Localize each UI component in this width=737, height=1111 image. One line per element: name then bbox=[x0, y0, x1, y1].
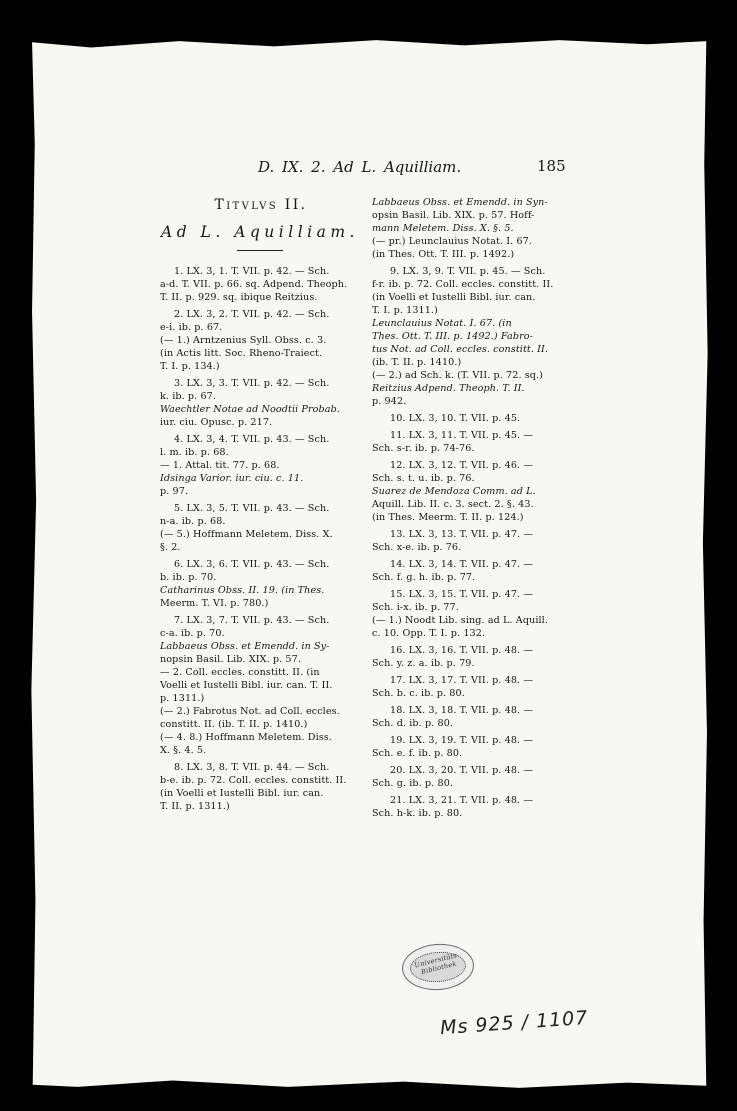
entry-line: 11. LX. 3, 11. T. VII. p. 45. — bbox=[390, 430, 534, 441]
entry-line: (— pr.) Leunclauius Notat. I. 67. bbox=[372, 236, 533, 247]
entry-line: mann Meletem. Diss. X. §. 5. bbox=[372, 223, 514, 234]
catalog-entry bbox=[160, 377, 360, 429]
section-subtitle: Ad L. Aquilliam. bbox=[161, 223, 359, 241]
entry-line: Labbaeus Obss. et Emendd. in Sy- bbox=[160, 641, 330, 652]
entry-line: (— 5.) Hoffmann Meletem. Diss. X. bbox=[160, 529, 333, 540]
entry-line: — 1. Attal. tit. 77. p. 68. bbox=[160, 460, 280, 471]
catalog-entry bbox=[372, 528, 566, 554]
entry-line: p. 942. bbox=[372, 396, 407, 407]
entry-line: T. II. p. 1311.) bbox=[160, 801, 230, 812]
left-entries bbox=[160, 265, 360, 813]
catalog-entry bbox=[372, 429, 566, 455]
entry-line: Leunclauius Notat. I. 67. (in bbox=[372, 318, 512, 329]
catalog-entry bbox=[372, 459, 566, 524]
catalog-entry bbox=[372, 644, 566, 670]
catalog-entry bbox=[372, 412, 566, 425]
entry-line: Voelli et Iustelli Bibl. iur. can. T. II. bbox=[160, 680, 333, 691]
entry-line: Suarez de Mendoza Comm. ad L. bbox=[372, 486, 536, 497]
entry-line: Sch. i-x. ib. p. 77. bbox=[372, 602, 459, 613]
shelfmark: Ms 925 / 1107 bbox=[439, 1006, 590, 1040]
catalog-entry bbox=[160, 558, 360, 610]
catalog-entry bbox=[160, 265, 360, 304]
entry-line: b. ib. p. 70. bbox=[160, 572, 217, 583]
entry-line: Reitzius Adpend. Theoph. T. II. bbox=[372, 383, 525, 394]
paper-sheet bbox=[30, 38, 709, 1090]
entry-line: T. II. p. 929. sq. ibique Reitzius. bbox=[160, 292, 318, 303]
entry-line: 13. LX. 3, 13. T. VII. p. 47. — bbox=[390, 529, 534, 540]
entry-line: Sch. s-r. ib. p. 74-76. bbox=[372, 443, 475, 454]
entry-line: a-d. T. VII. p. 66. sq. Adpend. Theoph. bbox=[160, 279, 348, 290]
right-entries bbox=[372, 196, 566, 820]
entry-line: 21. LX. 3, 21. T. VII. p. 48. — bbox=[390, 795, 534, 806]
entry-line: 15. LX. 3, 15. T. VII. p. 47. — bbox=[390, 589, 534, 600]
catalog-entry bbox=[372, 558, 566, 584]
entry-line: — 2. Coll. eccles. constitt. II. (in bbox=[160, 667, 320, 678]
entry-line: 20. LX. 3, 20. T. VII. p. 48. — bbox=[390, 765, 534, 776]
entry-line: (— 2.) Fabrotus Not. ad Coll. eccles. bbox=[160, 706, 340, 717]
entry-line: opsin Basil. Lib. XIX. p. 57. Hoff- bbox=[372, 210, 535, 221]
page-number: 185 bbox=[537, 157, 566, 175]
entry-line: Waechtler Notae ad Noodtii Probab. bbox=[160, 404, 340, 415]
catalog-entry bbox=[372, 704, 566, 730]
entry-line: l. m. ib. p. 68. bbox=[160, 447, 229, 458]
catalog-entry bbox=[160, 614, 360, 757]
catalog-entry bbox=[372, 196, 566, 261]
entry-line: f-r. ib. p. 72. Coll. eccles. constitt. II. bbox=[372, 279, 554, 290]
catalog-entry bbox=[372, 265, 566, 408]
entry-line: 4. LX. 3, 4. T. VII. p. 43. — Sch. bbox=[174, 434, 330, 445]
entry-line: 19. LX. 3, 19. T. VII. p. 48. — bbox=[390, 735, 534, 746]
catalog-entry bbox=[160, 308, 360, 373]
entry-line: 3. LX. 3, 3. T. VII. p. 42. — Sch. bbox=[174, 378, 330, 389]
left-column bbox=[160, 196, 360, 817]
entry-line: b-e. ib. p. 72. Coll. eccles. constitt. II. bbox=[160, 775, 347, 786]
running-header bbox=[0, 158, 737, 182]
section-title: Titvlvs II. bbox=[214, 197, 308, 213]
entry-line: e-i. ib. p. 67. bbox=[160, 322, 223, 333]
entry-line: T. I. p. 1311.) bbox=[372, 305, 438, 316]
entry-line: T. I. p. 134.) bbox=[160, 361, 220, 372]
entry-line: 18. LX. 3, 18. T. VII. p. 48. — bbox=[390, 705, 534, 716]
entry-line: 12. LX. 3, 12. T. VII. p. 46. — bbox=[390, 460, 534, 471]
running-head: D. IX. 2. Ad L. Aquilliam. bbox=[258, 158, 462, 176]
entry-line: (— 1.) Arntzenius Syll. Obss. c. 3. bbox=[160, 335, 327, 346]
entry-line: Sch. e. f. ib. p. 80. bbox=[372, 748, 463, 759]
catalog-entry bbox=[372, 734, 566, 760]
entry-line: 16. LX. 3, 16. T. VII. p. 48. — bbox=[390, 645, 534, 656]
entry-line: Sch. s. t. u. ib. p. 76. bbox=[372, 473, 475, 484]
catalog-entry bbox=[372, 794, 566, 820]
entry-line: nopsin Basil. Lib. XIX. p. 57. bbox=[160, 654, 301, 665]
entry-line: Sch. b. c. ib. p. 80. bbox=[372, 688, 465, 699]
entry-line: constitt. II. (ib. T. II. p. 1410.) bbox=[160, 719, 308, 730]
entry-line: 5. LX. 3, 5. T. VII. p. 43. — Sch. bbox=[174, 503, 330, 514]
entry-line: (in Voelli et Iustelli Bibl. iur. can. bbox=[160, 788, 324, 799]
entry-line: §. 2. bbox=[160, 542, 181, 553]
catalog-entry bbox=[160, 761, 360, 813]
entry-line: Sch. d. ib. p. 80. bbox=[372, 718, 454, 729]
entry-line: (in Thes. Ott. T. III. p. 1492.) bbox=[372, 249, 515, 260]
entry-line: 9. LX. 3, 9. T. VII. p. 45. — Sch. bbox=[390, 266, 546, 277]
entry-line: p. 1311.) bbox=[160, 693, 205, 704]
entry-line: (in Voelli et Iustelli Bibl. iur. can. bbox=[372, 292, 536, 303]
catalog-entry bbox=[372, 674, 566, 700]
catalog-entry bbox=[160, 502, 360, 554]
entry-line: 10. LX. 3, 10. T. VII. p. 45. bbox=[390, 413, 521, 424]
entry-line: Sch. f. g. h. ib. p. 77. bbox=[372, 572, 476, 583]
entry-line: Aquill. Lib. II. c. 3. sect. 2. §. 43. bbox=[372, 499, 534, 510]
entry-line: 14. LX. 3, 14. T. VII. p. 47. — bbox=[390, 559, 534, 570]
entry-line: Catharinus Obss. II. 19. (in Thes. bbox=[160, 585, 325, 596]
entry-line: Sch. h-k. ib. p. 80. bbox=[372, 808, 463, 819]
entry-line: c. 10. Opp. T. I. p. 132. bbox=[372, 628, 486, 639]
entry-line: Thes. Ott. T. III. p. 1492.) Fabro- bbox=[372, 331, 533, 342]
entry-line: iur. ciu. Opusc. p. 217. bbox=[160, 417, 273, 428]
entry-line: Labbaeus Obss. et Emendd. in Syn- bbox=[372, 197, 548, 208]
right-column bbox=[372, 196, 566, 824]
entry-line: Meerm. T. VI. p. 780.) bbox=[160, 598, 269, 609]
entry-line: k. ib. p. 67. bbox=[160, 391, 217, 402]
entry-line: (ib. T. II. p. 1410.) bbox=[372, 357, 462, 368]
catalog-entry bbox=[160, 433, 360, 498]
title-rule bbox=[237, 250, 283, 251]
entry-line: n-a. ib. p. 68. bbox=[160, 516, 226, 527]
entry-line: Sch. g. ib. p. 80. bbox=[372, 778, 454, 789]
entry-line: Idsinga Varior. iur. ciu. c. 11. bbox=[160, 473, 304, 484]
catalog-entry bbox=[372, 764, 566, 790]
stamp-text: Universitäts-Bibliothek bbox=[413, 950, 460, 977]
entry-line: Sch. y. z. a. ib. p. 79. bbox=[372, 658, 475, 669]
entry-line: (— 1.) Noodt Lib. sing. ad L. Aquill. bbox=[372, 615, 548, 626]
entry-line: 2. LX. 3, 2. T. VII. p. 42. — Sch. bbox=[174, 309, 330, 320]
entry-line: 7. LX. 3, 7. T. VII. p. 43. — Sch. bbox=[174, 615, 330, 626]
entry-line: tus Not. ad Coll. eccles. constitt. II. bbox=[372, 344, 549, 355]
entry-line: 1. LX. 3, 1. T. VII. p. 42. — Sch. bbox=[174, 266, 330, 277]
entry-line: Sch. x-e. ib. p. 76. bbox=[372, 542, 462, 553]
entry-line: (in Actis litt. Soc. Rheno-Traiect. bbox=[160, 348, 323, 359]
entry-line: (in Thes. Meerm. T. II. p. 124.) bbox=[372, 512, 524, 523]
entry-line: 8. LX. 3, 8. T. VII. p. 44. — Sch. bbox=[174, 762, 330, 773]
entry-line: c-a. ib. p. 70. bbox=[160, 628, 225, 639]
catalog-entry bbox=[372, 588, 566, 640]
entry-line: 6. LX. 3, 6. T. VII. p. 43. — Sch. bbox=[174, 559, 330, 570]
entry-line: p. 97. bbox=[160, 486, 189, 497]
entry-line: X. §. 4. 5. bbox=[160, 745, 207, 756]
entry-line: (— 2.) ad Sch. k. (T. VII. p. 72. sq.) bbox=[372, 370, 544, 381]
entry-line: (— 4. 8.) Hoffmann Meletem. Diss. bbox=[160, 732, 332, 743]
entry-line: 17. LX. 3, 17. T. VII. p. 48. — bbox=[390, 675, 534, 686]
